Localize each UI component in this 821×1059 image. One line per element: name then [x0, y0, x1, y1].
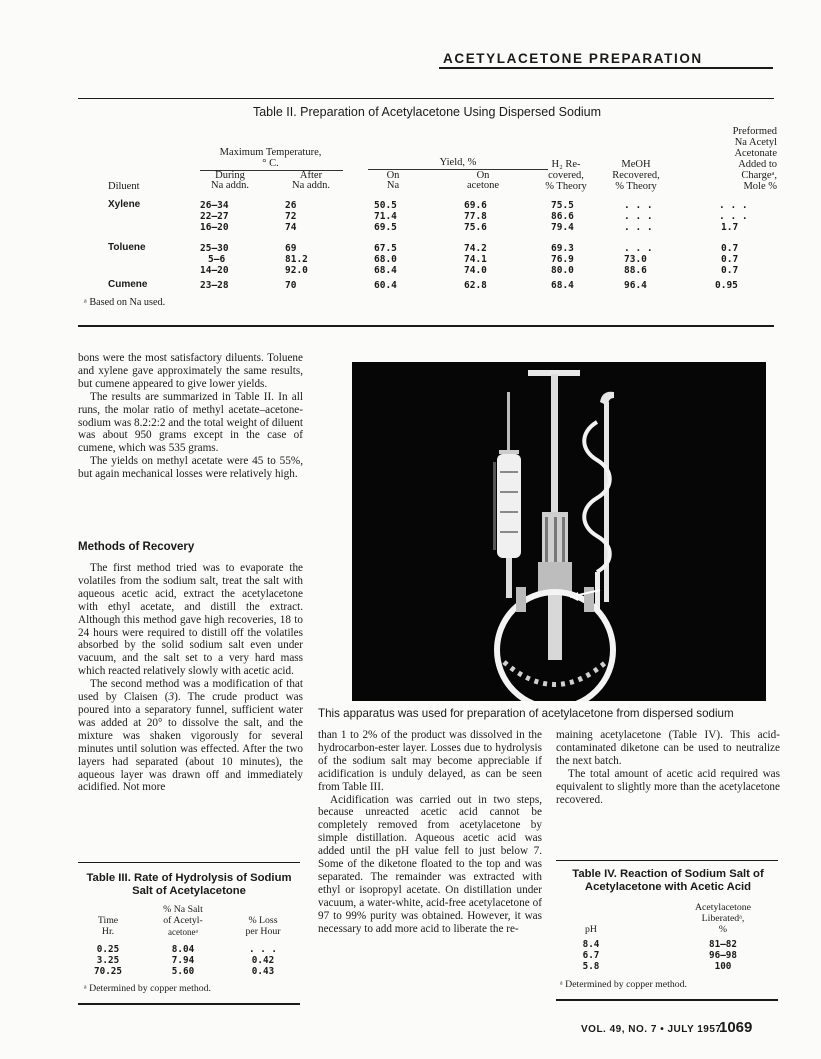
t2-h-onna-sub: Na: [386, 180, 400, 191]
t2-row3-h2: 79.4: [551, 222, 574, 233]
col1-paragraph-1: bons were the most satisfactory diluents. Toluene and xylene gave approximately the same results, but cumene appeared to give lower yields.: [78, 352, 303, 390]
t2-row4-diluent: Toluene: [108, 242, 146, 253]
table4-caption: Table IV. Reaction of Sodium Salt of Acetylacetone with Acetic Acid: [572, 868, 764, 893]
t2-row2-meoh: . . .: [624, 211, 653, 222]
t3-row3-loss: 0.43: [251, 966, 275, 977]
table4-bottom-rule: [556, 999, 778, 1001]
t2-row3-meoh: . . .: [624, 222, 653, 233]
t2-h-after: After: [299, 170, 323, 181]
t3-row1-salt: 8.04: [171, 944, 195, 955]
table4-footnote: ᵃ Determined by copper method.: [560, 979, 688, 990]
col2-paragraph-1: than 1 to 2% of the product was dissolved in the hydrocarbon-ester layer. Losses due to hydrolysis of the sodium salt may become appreciable if acidification is unduly delayed, as can be seen from Table III.: [318, 729, 542, 793]
t2-h-during: During: [215, 170, 245, 181]
col1-block2: [78, 562, 303, 794]
t3-h-salt-2: of Acetyl-: [163, 915, 203, 926]
t4-h-ph: pH: [585, 924, 597, 935]
t2-row2-during: 22–27: [200, 211, 229, 222]
t2-row4-h2: 69.3: [551, 243, 574, 254]
t3-h-salt-1: % Na Salt: [163, 904, 203, 915]
t2-row5-onna: 68.0: [374, 254, 397, 265]
issue-info: VOL. 49, NO. 7 • JULY 1957: [581, 1024, 722, 1035]
t2-row4-during: 25–30: [200, 243, 229, 254]
col3-block: [556, 729, 780, 806]
t2-row2-h2: 86.6: [551, 211, 574, 222]
t2-row3-after: 74: [285, 222, 297, 233]
t2-row1-after: 26: [285, 200, 297, 211]
t2-row7-h2: 68.4: [551, 280, 574, 291]
table3-caption: Table III. Rate of Hydrolysis of Sodium Salt of Acetylacetone: [86, 872, 292, 897]
t2-h-diluent: Diluent: [108, 181, 140, 192]
t4-h-lib-3: %: [718, 924, 728, 935]
table4-top-rule: [556, 860, 778, 861]
t2-h-h2-1: H₂ Re-: [551, 159, 581, 170]
t3-row3-salt: 5.60: [171, 966, 195, 977]
t2-row4-meoh: . . .: [624, 243, 653, 254]
table2-caption: Table II. Preparation of Acetylacetone Using Dispersed Sodium: [252, 105, 602, 119]
t2-row7-onacetone: 62.8: [464, 280, 487, 291]
t2-h-pre-3: Acetonate: [734, 148, 777, 159]
t2-h-pre-1: Preformed: [732, 126, 777, 137]
t2-h-onacetone-sub: acetone: [466, 180, 500, 191]
t2-row3-during: 16–20: [200, 222, 229, 233]
t2-row6-preformed: 0.7: [721, 265, 739, 276]
t3-row2-loss: 0.42: [251, 955, 275, 966]
t2-row6-h2: 80.0: [551, 265, 574, 276]
table3-footnote: ᵃ Determined by copper method.: [84, 983, 212, 994]
col2-block: [318, 729, 542, 936]
t2-row6-meoh: 88.6: [624, 265, 647, 276]
t2-row4-after: 69: [285, 243, 297, 254]
t2-h-meoh-2: Recovered,: [612, 170, 660, 181]
t2-h-pre-2: Na Acetyl: [734, 137, 777, 148]
t2-row1-onacetone: 69.6: [464, 200, 487, 211]
col3-paragraph-1: maining acetylacetone (Table IV). This acid-contaminated diketone can be used to neutralize the next batch.: [556, 729, 780, 767]
t2-row5-during: 5–6: [208, 254, 226, 265]
table2-bottom-rule: [78, 325, 774, 327]
t2-row6-onacetone: 74.0: [464, 265, 487, 276]
t2-row1-h2: 75.5: [551, 200, 574, 211]
t2-row6-onna: 68.4: [374, 265, 397, 276]
t2-row4-onna: 67.5: [374, 243, 397, 254]
t4-row2-lib: 96–98: [709, 950, 737, 961]
t2-h-h2-2: covered,: [548, 170, 584, 181]
t2-h-meoh-1: MeOH: [621, 159, 651, 170]
t2-h-meoh-3: % Theory: [615, 181, 657, 192]
apparatus-illustration: [352, 362, 766, 701]
t2-row3-onna: 69.5: [374, 222, 397, 233]
t2-row3-onacetone: 75.6: [464, 222, 487, 233]
col1-p5-b: ). The crude product was poured into a separatory funnel, sufficient water was added at 20° to dissolve the salt, and the mixture was shaken vigorously for several minutes until solution was effected. After the two layers had separated (about 10 minutes), the aqueous layer was drawn off and immediately acidified. Not more: [78, 691, 303, 794]
t4-row3-ph: 5.8: [582, 961, 600, 972]
t2-h-onna: On: [386, 170, 400, 181]
t4-h-lib-1: Acetylacetone: [694, 902, 752, 913]
t2-row2-onacetone: 77.8: [464, 211, 487, 222]
t2-h-onacetone: On: [476, 170, 490, 181]
t2-h-pre-4: Added to: [738, 159, 777, 170]
running-header: ACETYLACETONE PREPARATION: [443, 51, 703, 66]
col3-paragraph-2: The total amount of acetic acid required was equivalent to slightly more than the acetylacetone recovered.: [556, 767, 780, 806]
col2-paragraph-2: Acidification was carried out in two steps, because unreacted acetic acid cannot be completely removed from acetylacetone by simple distillation. Aqueous acetic acid was added until the pH value fell to just below 7. Some of the diketone floated to the top and was separated. The remainder was extracted with ethyl or isopropyl acetate. On distillation under vacuum, a water-white, acid-free acetylacetone of 97 to 99% purity was obtained. However, it was necessary to add more acid to liberate the re-: [318, 793, 542, 935]
t2-h-pre-5: Chargeᵃ,: [741, 170, 777, 181]
t2-row5-after: 81.2: [285, 254, 308, 265]
t2-row7-preformed: 0.95: [715, 280, 738, 291]
page-number: 1069: [719, 1019, 753, 1036]
col1-block1: [78, 352, 303, 481]
col1-paragraph-3: The yields on methyl acetate were 45 to 55%, but again mechanical losses were relatively high.: [78, 455, 303, 481]
t3-row3-time: 70.25: [94, 966, 122, 977]
t2-h-during-sub: Na addn.: [211, 180, 249, 191]
t2-row7-during: 23–28: [200, 280, 229, 291]
t2-row1-diluent: Xylene: [108, 199, 141, 210]
t4-h-lib-2: Liberatedᵃ,: [701, 913, 745, 924]
photo-caption: This apparatus was used for preparation of acetylacetone from dispersed sodium: [318, 707, 734, 720]
col1-paragraph-2: The results are summarized in Table II. In all runs, the molar ratio of methyl acetate–acetone-sodium was 8.2:2:2 and the total weight of diluent was about 950 grams except in the case of cumene, which was 535 grams.: [78, 390, 303, 455]
t3-h-salt-3: acetoneᵃ: [168, 927, 198, 937]
t3-row1-loss: . . .: [249, 944, 277, 955]
t2-h-h2-3: % Theory: [545, 181, 587, 192]
t2-row6-after: 92.0: [285, 265, 308, 276]
t2-row2-after: 72: [285, 211, 297, 222]
header-rule: [439, 67, 773, 69]
t3-h-loss-1: % Loss: [248, 915, 278, 926]
t4-row3-lib: 100: [714, 961, 732, 972]
t4-row2-ph: 6.7: [582, 950, 600, 961]
t2-row2-preformed: . . .: [719, 211, 748, 222]
t2-row1-onna: 50.5: [374, 200, 397, 211]
t2-row7-onna: 60.4: [374, 280, 397, 291]
t2-h-yield: Yield, %: [439, 157, 477, 168]
t2-row3-preformed: 1.7: [721, 222, 739, 233]
table3-top-rule: [78, 862, 300, 863]
t2-h-maxtemp: Maximum Temperature,: [219, 147, 322, 158]
t2-row5-h2: 76.9: [551, 254, 574, 265]
t2-h-after-sub: Na addn.: [292, 180, 330, 191]
table2-top-rule: [78, 98, 774, 99]
t4-row1-ph: 8.4: [582, 939, 600, 950]
col1-paragraph-4: The first method tried was to evaporate the volatiles from the sodium salt, treat the salt with aqueous acetic acid, extract the acetylacetone with ethyl acetate, and distill the extract. Although this method gave high recoveries, 18 to 24 hours were required to distill off the volatiles absorbed by the solid sodium salt even under vacuum, and the salt set to a very hard mass which reacted relatively slowly with acetic acid.: [78, 562, 303, 678]
table3-bottom-rule: [78, 1003, 300, 1005]
t3-row2-salt: 7.94: [171, 955, 195, 966]
t2-row1-meoh: . . .: [624, 200, 653, 211]
t2-h-pre-6: Mole %: [743, 181, 777, 192]
t2-row7-meoh: 96.4: [624, 280, 647, 291]
t2-row2-onna: 71.4: [374, 211, 397, 222]
t3-h-loss-2: per Hour: [245, 926, 281, 937]
t2-row1-during: 26–34: [200, 200, 229, 211]
section-heading-methods: Methods of Recovery: [78, 541, 195, 553]
t2-row4-onacetone: 74.2: [464, 243, 487, 254]
table2-footnote: ᵃ Based on Na used.: [84, 297, 166, 308]
t2-row7-diluent: Cumene: [108, 279, 148, 290]
t3-row2-time: 3.25: [96, 955, 120, 966]
t2-h-maxtemp-unit: ° C.: [262, 158, 279, 169]
t2-row4-preformed: 0.7: [721, 243, 739, 254]
t2-row5-preformed: 0.7: [721, 254, 739, 265]
t2-row5-meoh: 73.0: [624, 254, 647, 265]
col1-p5-a: The second method was a modification of that used by Claisen (: [78, 678, 303, 704]
t2-row5-onacetone: 74.1: [464, 254, 487, 265]
t2-row1-preformed: . . .: [719, 200, 748, 211]
col1-paragraph-5: [78, 678, 303, 794]
t3-h-time-1: Time: [97, 915, 119, 926]
t2-row6-during: 14–20: [200, 265, 229, 276]
t3-row1-time: 0.25: [96, 944, 120, 955]
apparatus-photo: [352, 362, 766, 701]
t2-row7-after: 70: [285, 280, 297, 291]
t3-h-time-2: Hr.: [101, 926, 115, 937]
t4-row1-lib: 81–82: [709, 939, 737, 950]
citation-ref: 3: [168, 691, 175, 704]
